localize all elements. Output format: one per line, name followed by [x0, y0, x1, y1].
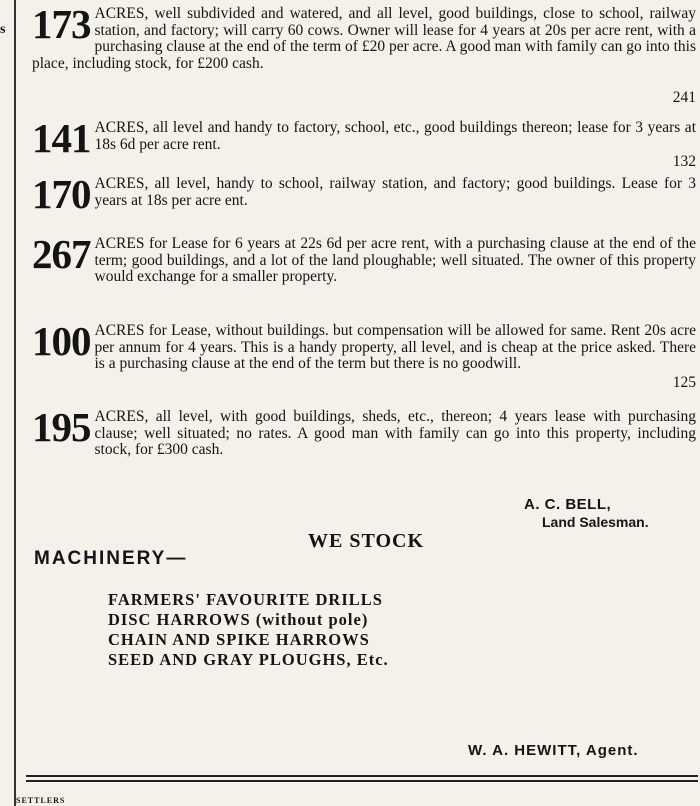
listing-acreage: 100	[32, 318, 91, 364]
listing-ref: 132	[672, 152, 696, 170]
listing-text: ACRES, all level, handy to school, railway station, and factory; good buildings. Lease for 3 years at 18s per acre ent.	[94, 175, 696, 209]
land-listings	[32, 1, 696, 459]
listing-acreage: 141	[32, 115, 91, 161]
listing-acreage: 267	[32, 231, 91, 277]
listing-acreage: 195	[32, 404, 91, 450]
listing-141-acres	[32, 115, 696, 170]
machinery-item: SEED AND GRAY PLOUGHS, Etc.	[108, 650, 389, 669]
listing-text: ACRES for Lease, without buildings. but compensation will be allowed for same. Rent 20s acre per annum for 4 years. This is a handy property, all level, and is cheap at the price asked. There is a purchasing clause at the end of the term but there is no goodwill.	[94, 322, 696, 372]
salesman-name: A. C. BELL,	[524, 496, 612, 513]
edge-fragment: s	[0, 22, 6, 37]
machinery-item: FARMERS' FAVOURITE DRILLS	[108, 590, 383, 609]
bottom-rule	[26, 780, 698, 782]
bottom-rule	[26, 775, 698, 777]
listing-text: ACRES, all level, with good buildings, sheds, etc., thereon; 4 years lease with purchasing clause; well situated; no rates. A good man with family can go into this property, including stock, for £300 cash.	[94, 408, 696, 458]
listing-text: ACRES, well subdivided and watered, and all level, good buildings, close to school, railway station, and factory; will carry 60 cows. Owner will lease for 4 years at 20s per acre rent, with a purchasing clause at the end of the term of £20 per acre. A good man with family can go into this place, including stock, for £200 cash.	[32, 5, 696, 72]
next-ad-fragment: SETTLERS	[16, 796, 66, 805]
listing-267-acres	[32, 231, 696, 306]
listing-195-acres	[32, 404, 696, 459]
listing-text: ACRES, all level and handy to factory, school, etc., good buildings thereon; lease for 3 years at 18s 6d per acre rent.	[94, 119, 696, 153]
machinery-item: CHAIN AND SPIKE HARROWS	[108, 630, 370, 649]
listing-text: ACRES for Lease for 6 years at 22s 6d per acre rent, with a purchasing clause at the end of the term; good buildings, and a lot of the land ploughable; well situated. The owner of this property would exchange for a smaller property.	[94, 235, 696, 285]
listing-acreage: 170	[32, 171, 91, 217]
listing-ref: 241	[672, 88, 696, 106]
salesman-signature	[524, 496, 649, 530]
salesman-title: Land Salesman.	[542, 514, 649, 530]
stock-heading: WE STOCK	[308, 530, 424, 552]
machinery-list	[108, 590, 389, 670]
machinery-item: DISC HARROWS (without pole)	[108, 610, 369, 629]
listing-ref: 125	[672, 373, 696, 391]
listing-170-acres	[32, 171, 696, 226]
agent-signature: W. A. HEWITT, Agent.	[468, 742, 639, 759]
machinery-heading: MACHINERY—	[34, 548, 188, 569]
listing-acreage: 173	[32, 1, 91, 47]
column-rule-left	[14, 0, 16, 806]
listing-100-acres	[32, 318, 696, 391]
listing-173-acres	[32, 1, 696, 106]
